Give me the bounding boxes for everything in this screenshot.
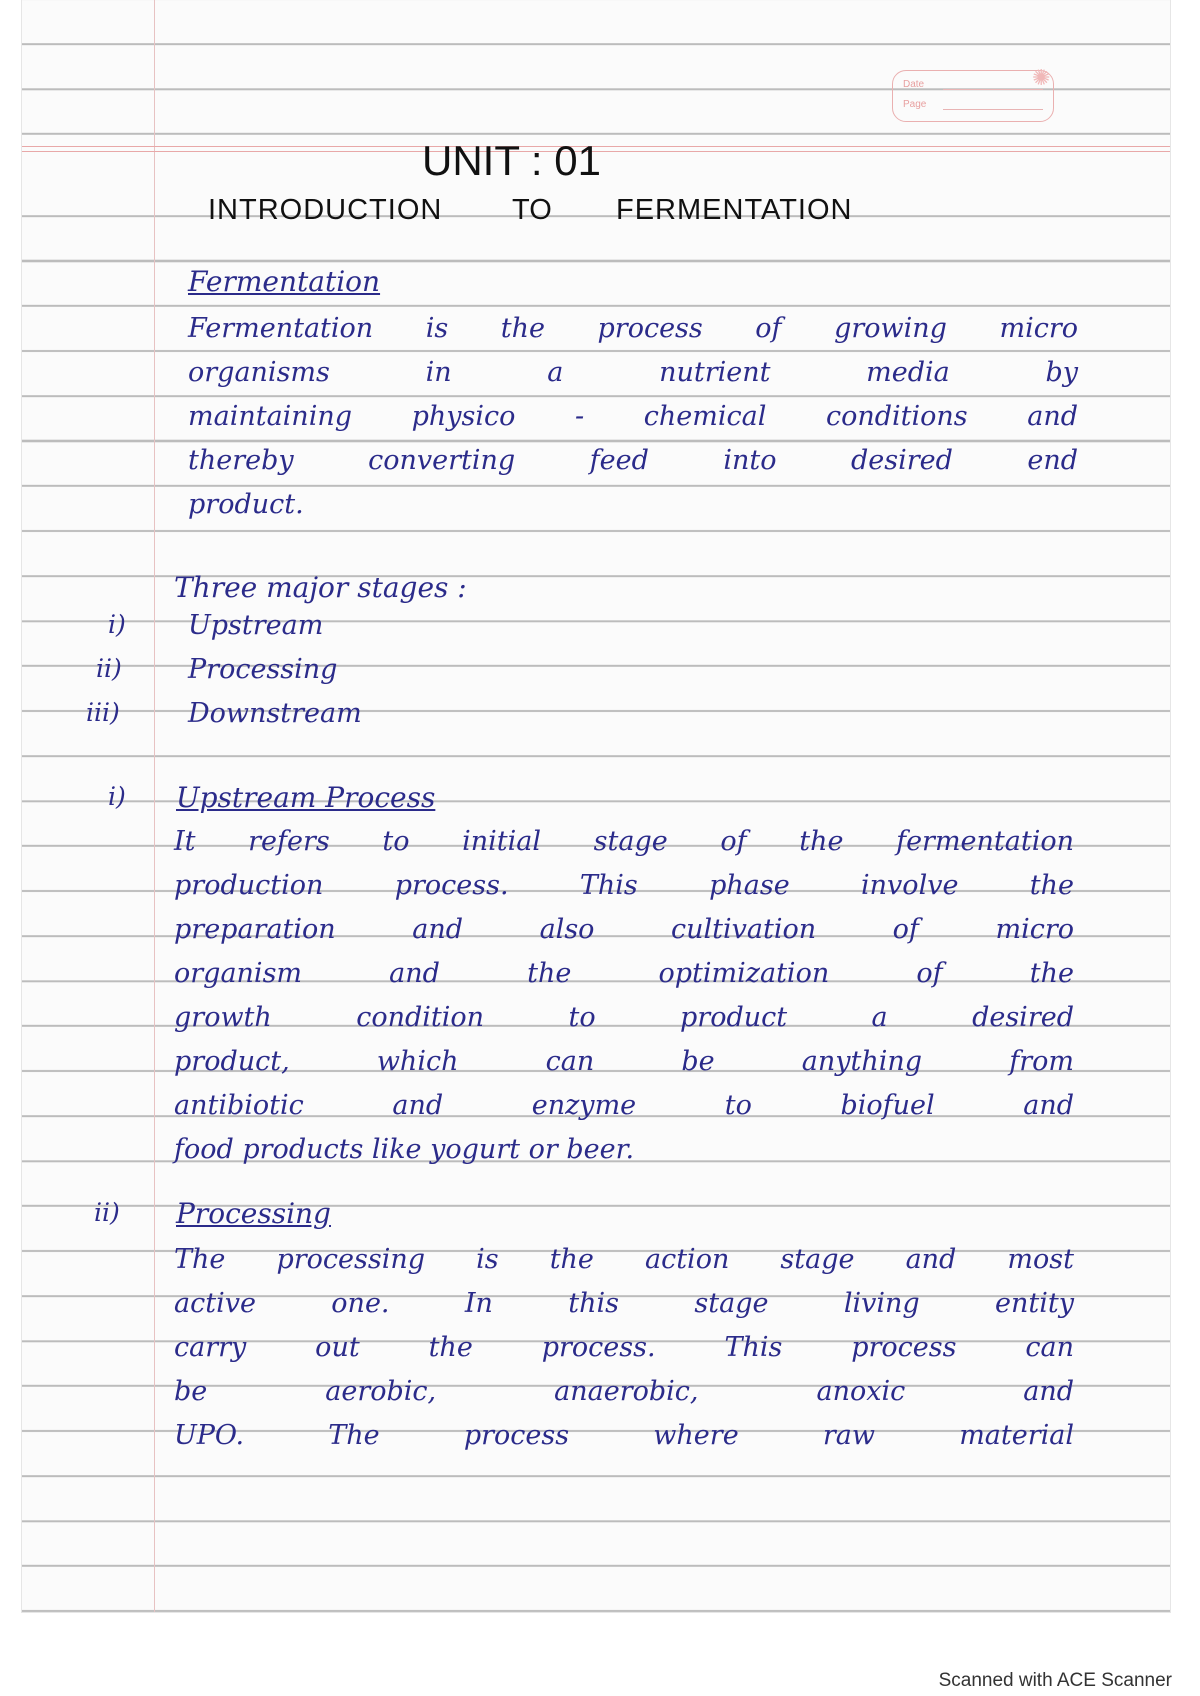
section-number: ii): [94, 1198, 120, 1227]
text-line: UPO. The process where raw material: [174, 1420, 1074, 1451]
text-line: product.: [188, 489, 304, 520]
text-line: It refers to initial stage of the fermentation: [174, 826, 1074, 857]
text-line: Fermentation is the process of growing micro: [188, 313, 1078, 344]
text-line: organisms in a nutrient media by: [188, 357, 1078, 388]
list-number: ii): [96, 654, 122, 683]
text-line: active one. In this stage living entity: [174, 1288, 1074, 1319]
section-heading-upstream: Upstream Process: [176, 781, 436, 814]
text-line: growth condition to product a desired: [174, 1002, 1074, 1033]
date-page-box: [892, 70, 1054, 122]
scanner-watermark: Scanned with ACE Scanner: [938, 1670, 1172, 1691]
fermentation-definition: [188, 315, 1078, 535]
text-line: organism and the optimization of the: [174, 958, 1074, 989]
stage-processing: Processing: [188, 654, 338, 685]
title-word-fermentation: FERMENTATION: [616, 194, 853, 226]
text-line: be aerobic, anaerobic, anoxic and: [174, 1376, 1074, 1407]
upstream-description: [174, 828, 1074, 1180]
margin-rule: [154, 0, 155, 1612]
stage-upstream: Upstream: [188, 610, 324, 641]
list-number: iii): [86, 698, 120, 727]
date-label: Date: [903, 79, 925, 90]
text-line: production process. This phase involve the: [174, 870, 1074, 901]
text-line: preparation and also cultivation of micro: [174, 914, 1074, 945]
text-line: thereby converting feed into desired end: [188, 445, 1078, 476]
page-line: [943, 109, 1043, 110]
stages-heading: Three major stages :: [174, 571, 467, 604]
section-number: i): [108, 782, 126, 811]
title-word-to: TO: [512, 194, 552, 226]
text-line: maintaining physico - chemical conditions and: [188, 401, 1078, 432]
stage-downstream: Downstream: [188, 698, 362, 729]
list-number: i): [108, 610, 126, 639]
section-heading-fermentation: Fermentation: [188, 265, 381, 298]
title-word-introduction: INTRODUCTION: [208, 194, 443, 226]
page-label: Page: [903, 99, 927, 110]
unit-title: UNIT : 01: [422, 137, 601, 184]
section-heading-processing: Processing: [176, 1197, 331, 1230]
text-line: antibiotic and enzyme to biofuel and: [174, 1090, 1074, 1121]
date-line: [943, 89, 1043, 90]
processing-description: [174, 1246, 1074, 1466]
text-line: The processing is the action stage and most: [174, 1244, 1074, 1275]
text-line: carry out the process. This process can: [174, 1332, 1074, 1363]
notebook-page: [22, 0, 1170, 1612]
text-line: food products like yogurt or beer.: [174, 1134, 635, 1165]
sun-doodle-icon: ✺: [1032, 66, 1051, 91]
text-line: product, which can be anything from: [174, 1046, 1074, 1077]
